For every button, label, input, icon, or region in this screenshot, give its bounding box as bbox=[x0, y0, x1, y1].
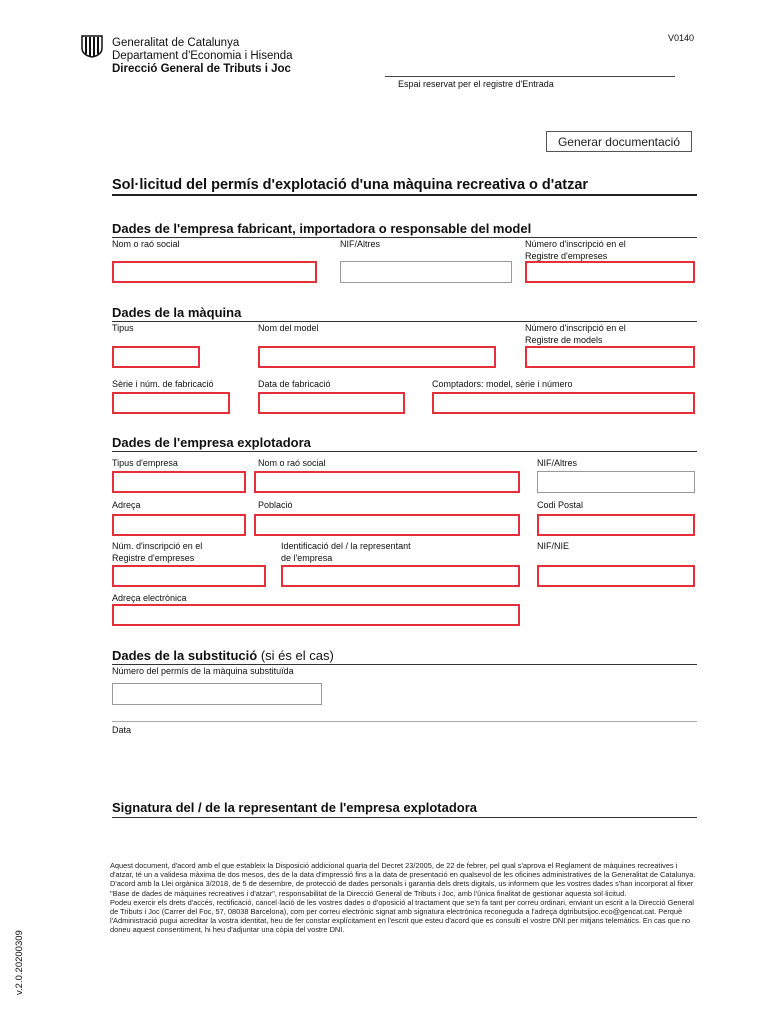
legal-paragraph: Podeu exercir els drets d'accés, rectificació, cancel·lació de les vostres dades o d'oposició al tractament que se'n fa tant per correu ordinari, enviant un escrit a la Direcció General de Tributs i Joc (Carrer del Foc, 57, 08038 Barcelona), com per correu electrònic signat amb signatura electrònica reconeguda a l'adreça dgtributsijoc.eco@gencat.cat. Perquè l'Administració pugui acreditar la vostra identitat, heu de fer constar explícitament en l'escrit que esteu d'acord que es consulti el vostre DNI per mitjans telemàtics. En cas que no doneu aquest consentiment, hi heu d'adjuntar una còpia del vostre DNI. bbox=[110, 897, 694, 935]
model-reg-input[interactable] bbox=[525, 346, 695, 368]
section-divider bbox=[112, 451, 697, 452]
address-input[interactable] bbox=[112, 514, 246, 536]
heading-note: (si és el cas) bbox=[260, 648, 334, 663]
version-label: v.2.0.20200309 bbox=[14, 930, 25, 995]
register-label: Espai reservat per el registre d'Entrada bbox=[398, 79, 554, 89]
label-line: Registre d'empreses bbox=[112, 552, 195, 563]
counters-label: Comptadors: model, sèrie i número bbox=[432, 379, 573, 389]
label-line: de l'empresa bbox=[281, 552, 333, 563]
company-type-label: Tipus d'empresa bbox=[112, 458, 178, 468]
section-machine-heading: Dades de la màquina bbox=[112, 305, 242, 320]
operator-reg-input[interactable] bbox=[112, 565, 266, 587]
generalitat-logo-icon bbox=[80, 34, 104, 58]
register-line bbox=[385, 76, 675, 77]
address-label: Adreça bbox=[112, 500, 141, 510]
label-line: Número d'inscripció en el bbox=[525, 323, 626, 333]
legal-paragraph: D'acord amb la Llei orgànica 3/2018, de 5 de desembre, de protecció de dades personals i garantia dels drets digitals, us informem que les vostres dades s'han incorporat al fitxer "Base de dades de màquines recreatives i d'atzar", responsabilitat de la Direcció General de Tributs i Joc, amb l'única finalitat de gestionar aquesta sol·licitud. bbox=[110, 879, 694, 898]
section-divider bbox=[112, 721, 697, 722]
signature-heading: Signatura del / de la representant de l'empresa explotadora bbox=[112, 800, 478, 815]
postcode-label: Codi Postal bbox=[537, 500, 584, 510]
model-name-label: Nom del model bbox=[258, 323, 319, 333]
section-divider bbox=[112, 321, 697, 322]
section-manufacturer-heading: Dades de l'empresa fabricant, importadora o responsable del model bbox=[112, 221, 532, 236]
serial-input[interactable] bbox=[112, 392, 230, 414]
heading-text: Dades de la substitució bbox=[112, 648, 258, 663]
model-name-input[interactable] bbox=[258, 346, 496, 368]
email-input[interactable] bbox=[112, 604, 520, 626]
label-line: Número d'inscripció en el bbox=[525, 239, 626, 249]
manufacture-date-input[interactable] bbox=[258, 392, 405, 414]
machine-type-label: Tipus bbox=[112, 323, 134, 333]
legal-paragraph: Aquest document, d'acord amb el que estableix la Disposició addicional quarta del Decret 23/2005, de 22 de febrer, pel qual s'aprova el Reglament de màquines recreatives i d'atzar, té un a validesa màxima de dos mesos, des de la data d'impressió fins a la data de presentació en qualsevol de les oficines administratives de la Generalitat de Catalunya. bbox=[110, 861, 696, 880]
representative-label bbox=[281, 541, 411, 564]
model-reg-label bbox=[525, 323, 626, 346]
substitution-date-label: Data bbox=[112, 725, 132, 735]
section-substitution-heading bbox=[112, 648, 334, 663]
machine-type-input[interactable] bbox=[112, 346, 200, 368]
email-label: Adreça electrònica bbox=[112, 593, 187, 603]
operator-name-input[interactable] bbox=[254, 471, 520, 493]
form-code: V0140 bbox=[668, 33, 695, 43]
operator-nif-input[interactable] bbox=[537, 471, 695, 493]
permit-number-input[interactable] bbox=[112, 683, 322, 705]
manufacture-date-label: Data de fabricació bbox=[258, 379, 331, 389]
department-name: Departament d'Economia i Hisenda bbox=[112, 50, 293, 62]
section-divider bbox=[112, 664, 697, 665]
nie-label: NIF/NIE bbox=[537, 541, 570, 551]
permit-number-label: Número del permís de la màquina substituïda bbox=[112, 666, 294, 676]
directorate-name: Direcció General de Tributs i Joc bbox=[112, 63, 291, 75]
label-line: Núm. d'inscripció en el bbox=[112, 541, 203, 551]
title-divider bbox=[112, 194, 697, 196]
manufacturer-nif-label: NIF/Altres bbox=[340, 239, 381, 249]
org-header bbox=[112, 37, 293, 76]
operator-nif-label: NIF/Altres bbox=[537, 458, 578, 468]
org-name: Generalitat de Catalunya bbox=[112, 37, 240, 49]
manufacturer-nif-input[interactable] bbox=[340, 261, 512, 283]
label-line: Identificació del / la representant bbox=[281, 541, 411, 551]
representative-input[interactable] bbox=[281, 565, 520, 587]
serial-label: Sèrie i núm. de fabricació bbox=[112, 379, 214, 389]
manufacturer-name-label: Nom o raó social bbox=[112, 239, 180, 249]
label-line: Registre d'empreses bbox=[525, 250, 608, 261]
town-input[interactable] bbox=[254, 514, 520, 536]
section-divider bbox=[112, 237, 697, 238]
operator-name-label: Nom o raó social bbox=[258, 458, 326, 468]
section-operator-heading: Dades de l'empresa explotadora bbox=[112, 435, 311, 450]
manufacturer-name-input[interactable] bbox=[112, 261, 317, 283]
manufacturer-reg-input[interactable] bbox=[525, 261, 695, 283]
page-title: Sol·licitud del permís d'explotació d'una màquina recreativa o d'atzar bbox=[112, 177, 589, 193]
label-line: Registre de models bbox=[525, 334, 603, 345]
company-type-input[interactable] bbox=[112, 471, 246, 493]
town-label: Població bbox=[258, 500, 293, 510]
counters-input[interactable] bbox=[432, 392, 695, 414]
operator-reg-label bbox=[112, 541, 202, 564]
legal-notice bbox=[110, 861, 700, 935]
postcode-input[interactable] bbox=[537, 514, 695, 536]
generate-documentation-button[interactable]: Generar documentació bbox=[546, 131, 692, 152]
nie-input[interactable] bbox=[537, 565, 695, 587]
signature-divider bbox=[112, 817, 697, 818]
manufacturer-reg-label bbox=[525, 239, 626, 262]
